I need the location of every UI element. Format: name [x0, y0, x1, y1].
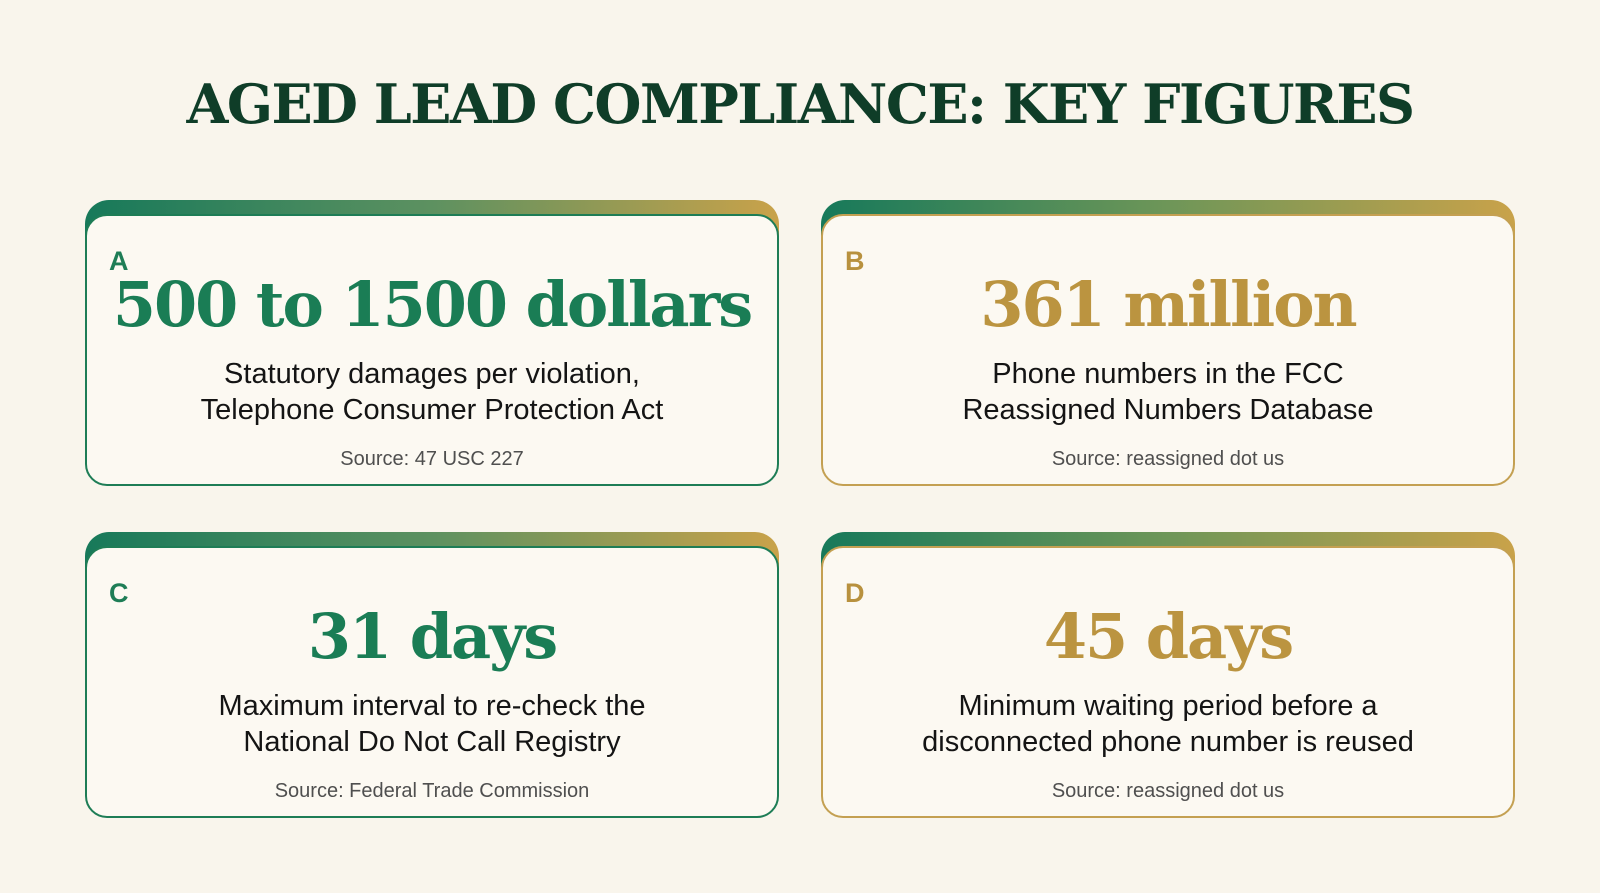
card-letter: B — [845, 246, 865, 276]
figure-card-c — [85, 532, 779, 818]
card-body — [85, 214, 779, 486]
card-letter: D — [845, 578, 865, 608]
card-source: Source: reassigned dot us — [1051, 448, 1285, 470]
figure-card-a — [85, 200, 779, 486]
card-description: Phone numbers in the FCC Reassigned Numbers Database — [962, 358, 1374, 426]
card-source: Source: Federal Trade Commission — [274, 780, 590, 802]
card-description: Statutory damages per violation, Telephone Consumer Protection Act — [200, 358, 664, 426]
card-figure: 45 days — [1043, 600, 1293, 673]
card-description: Minimum waiting period before a disconnected phone number is reused — [922, 690, 1414, 758]
card-description: Maximum interval to re-check the National Do Not Call Registry — [218, 690, 646, 758]
card-body — [85, 546, 779, 818]
card-source: Source: 47 USC 227 — [340, 448, 524, 470]
card-body — [821, 546, 1515, 818]
figure-card-b — [821, 200, 1515, 486]
card-letter: C — [109, 578, 129, 608]
card-figure: 361 million — [980, 268, 1356, 341]
card-source: Source: reassigned dot us — [1051, 780, 1285, 802]
card-figure: 31 days — [307, 600, 557, 673]
card-letter: A — [109, 246, 129, 276]
card-figure: 500 to 1500 dollars — [112, 268, 752, 341]
page-title: AGED LEAD COMPLIANCE: KEY FIGURES — [186, 72, 1414, 136]
figure-card-d — [821, 532, 1515, 818]
card-body — [821, 214, 1515, 486]
